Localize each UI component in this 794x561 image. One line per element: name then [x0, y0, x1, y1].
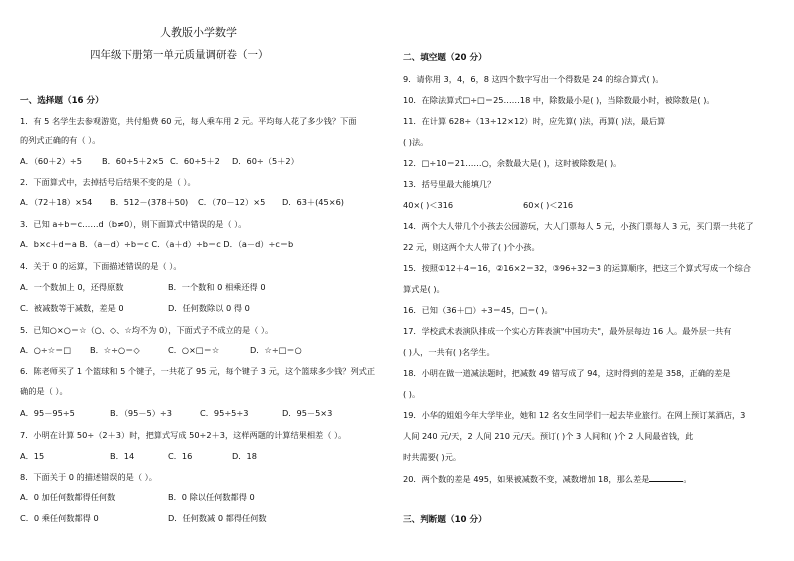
q8-option-d: D．任何数减 0 都得任何数 [168, 513, 267, 523]
q5-option-a: A．○÷☆＝□ [20, 345, 72, 355]
q2-option-d: D．63＋(45×6) [282, 197, 344, 207]
q2-option-a: A．（72＋18）×54 [20, 197, 93, 207]
q6-option-c: C．95÷5÷3 [200, 408, 249, 418]
q1-option-a: A．（60＋2）÷5 [20, 156, 82, 166]
q2-option-b: B．512－(378＋50) [110, 197, 189, 207]
q1-option-b: B．60÷5＋2×5 [102, 156, 164, 166]
question-9: 9．请你用 3，4，6，8 这四个数字写出一个得数是 24 的综合算式( )。 [403, 74, 664, 84]
q13-item-2: 60×( )＜216 [523, 200, 574, 210]
question-20-tail: 。 [683, 474, 692, 484]
question-14: 14．两个大人带几个小孩去公园游玩，大人门票每人 5 元，小孩门票每人 3 元，买门票一共花了 [403, 221, 754, 231]
question-14-cont: 22 元，则这两个大人带了( )个小孩。 [403, 242, 540, 252]
section-heading-fill: 二、填空题（20 分） [403, 53, 487, 63]
question-16: 16．已知（36＋□）÷3＝45，□＝( )。 [403, 305, 553, 315]
q5-option-d: D．☆÷□＝○ [250, 345, 302, 355]
q7-option-a: A．15 [20, 451, 45, 461]
question-3: 3．已知 a÷b＝c……d（b≠0），则下面算式中错误的是（ ）。 [20, 219, 247, 229]
q8-option-c: C．0 乘任何数都得 0 [20, 513, 99, 523]
question-7: 7．小明在计算 50÷（2＋3）时，把算式写成 50÷2＋3，这样两题的计算结果相差（ ）。 [20, 430, 347, 440]
q8-option-a: A．0 加任何数都得任何数 [20, 492, 116, 502]
q2-option-c: C．（70－12）×5 [198, 197, 266, 207]
q7-option-c: C．16 [168, 451, 193, 461]
answer-blank-line [649, 473, 683, 482]
q4-option-d: D．任何数除以 0 得 0 [168, 303, 250, 313]
question-20-text: 20．两个数的差是 495，如果被减数不变，减数增加 18，那么差是 [403, 474, 650, 484]
q6-option-b: B．（95－5）÷3 [110, 408, 172, 418]
question-11: 11．在计算 628÷（13÷12×12）时，应先算( )法，再算( )法，最后算 [403, 116, 666, 126]
question-15-cont: 算式是( )。 [403, 284, 445, 294]
question-17-cont: ( )人，一共有( )名学生。 [403, 347, 495, 357]
question-4: 4．关于 0 的运算，下面描述错误的是（ ）。 [20, 261, 182, 271]
q1-option-d: D．60÷（5＋2） [232, 156, 299, 166]
q3-options: A．b×c＋d＝a B．（a－d）÷b＝c C．（a＋d）÷b＝c D．（a－d）÷c＝b [20, 239, 294, 249]
question-5: 5．已知○×○＝☆（○、◇、☆均不为 0），下面式子不成立的是（ ）。 [20, 325, 274, 335]
question-19-cont: 人间 240 元/天，2 人间 210 元/天。预订( )个 3 人间和( )个 2 人间最省钱，此 [403, 431, 694, 441]
section-heading-choice: 一、选择题（16 分） [20, 96, 104, 106]
question-18-cont: ( )。 [403, 389, 421, 399]
q6-option-d: D．95－5×3 [282, 408, 333, 418]
question-11-cont: ( )法。 [403, 137, 429, 147]
question-1-cont: 的列式正确的有（ ）。 [20, 135, 101, 145]
q6-option-a: A．95－95÷5 [20, 408, 75, 418]
question-18: 18．小明在做一道减法题时，把减数 49 错写成了 94，这时得到的差是 358，正确的差是 [403, 368, 731, 378]
question-8: 8．下面关于 0 的描述错误的是（ ）。 [20, 472, 157, 482]
question-19-cont2: 时共需要( )元。 [403, 452, 462, 462]
q7-option-b: B．14 [110, 451, 135, 461]
question-12: 12．□÷10＝21……○，余数最大是( )，这时被除数是( )。 [403, 158, 622, 168]
question-1: 1．有 5 名学生去参观游览，共付船费 60 元，每人乘车用 2 元。平均每人花了多少钱？下面 [20, 116, 357, 126]
question-6: 6．陈老师买了 1 个篮球和 5 个键子，一共花了 95 元，每个键子 3 元，这个篮球多少钱？列式正 [20, 366, 376, 376]
question-13: 13．括号里最大能填几？ [403, 179, 496, 189]
page-subtitle: 四年级下册第一单元质量调研卷（一） [90, 49, 269, 61]
q13-item-1: 40×( )＜316 [403, 200, 454, 210]
section-heading-judge: 三、判断题（10 分） [403, 515, 487, 525]
question-17: 17．学校武术表演队排成一个实心方阵表演"中国功夫"，最外层每边 16 人。最外层一共有 [403, 326, 732, 336]
question-19: 19．小华的姐姐今年大学毕业，她和 12 名女生同学们一起去毕业旅行。在网上预订某酒店，3 [403, 410, 746, 420]
question-15: 15．按照①12＋4＝16，②16×2＝32，③96÷32＝3 的运算顺序，把这三个算式写成一个综合 [403, 263, 751, 273]
question-2: 2．下面算式中，去掉括号后结果不变的是（ ）。 [20, 177, 196, 187]
q4-option-b: B．一个数和 0 相乘还得 0 [168, 282, 266, 292]
question-10: 10．在除法算式□÷□＝25……18 中，除数最小是( )，当除数最小时，被除数是( )。 [403, 95, 715, 105]
question-20 [403, 473, 692, 484]
q5-option-b: B．☆÷○＝◇ [90, 345, 140, 355]
q4-option-c: C．被减数等于减数，差是 0 [20, 303, 124, 313]
q1-option-c: C．60÷5＋2 [170, 156, 220, 166]
page-title: 人教版小学数学 [160, 26, 237, 39]
q5-option-c: C．○×□＝☆ [168, 345, 220, 355]
q7-option-d: D．18 [232, 451, 257, 461]
q4-option-a: A．一个数加上 0，还得原数 [20, 282, 124, 292]
question-6-cont: 确的是（ ）。 [20, 386, 68, 396]
q8-option-b: B．0 除以任何数都得 0 [168, 492, 255, 502]
